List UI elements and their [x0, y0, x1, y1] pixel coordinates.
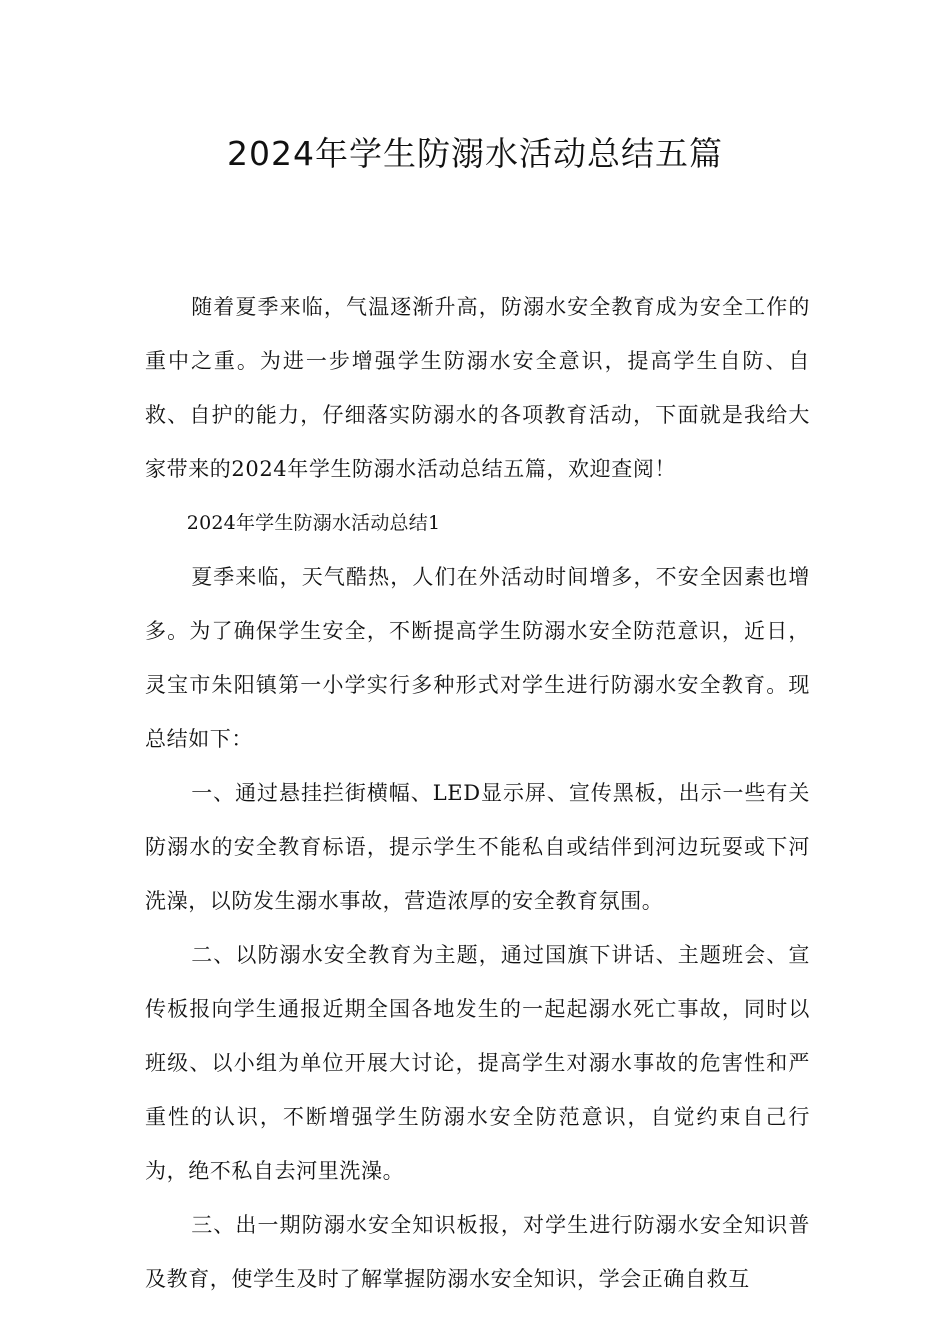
section-heading: 2024年学生防溺水活动总结1: [186, 512, 441, 534]
document-title: 2024年学生防溺水活动总结五篇: [227, 134, 723, 173]
body-paragraph: 夏季来临，天气酷热，人们在外活动时间增多，不安全因素也增多。为了确保学生安全，不断提高学生防溺水安全防范意识，近日，灵宝市朱阳镇第一小学实行多种形式对学生进行防溺水安全教育。现总结如下：: [145, 565, 810, 751]
body-paragraph: 三、出一期防溺水安全知识板报，对学生进行防溺水安全知识普及教育，使学生及时了解掌握防溺水安全知识，学会正确自救互: [145, 1213, 810, 1291]
intro-paragraph: 随着夏季来临，气温逐渐升高，防溺水安全教育成为安全工作的重中之重。为进一步增强学生防溺水安全意识，提高学生自防、自救、自护的能力，仔细落实防溺水的各项教育活动，下面就是我给大家带来的2024年学生防溺水活动总结五篇，欢迎查阅！: [145, 295, 810, 481]
body-paragraph: 一、通过悬挂拦街横幅、LED显示屏、宣传黑板，出示一些有关防溺水的安全教育标语，提示学生不能私自或结伴到河边玩耍或下河洗澡，以防发生溺水事故，营造浓厚的安全教育氛围。: [145, 781, 810, 913]
document-body: [145, 280, 810, 1306]
body-paragraph: 二、以防溺水安全教育为主题，通过国旗下讲话、主题班会、宣传板报向学生通报近期全国各地发生的一起起溺水死亡事故，同时以班级、以小组为单位开展大讨论，提高学生对溺水事故的危害性和严重性的认识，不断增强学生防溺水安全防范意识，自觉约束自己行为，绝不私自去河里洗澡。: [145, 943, 810, 1183]
